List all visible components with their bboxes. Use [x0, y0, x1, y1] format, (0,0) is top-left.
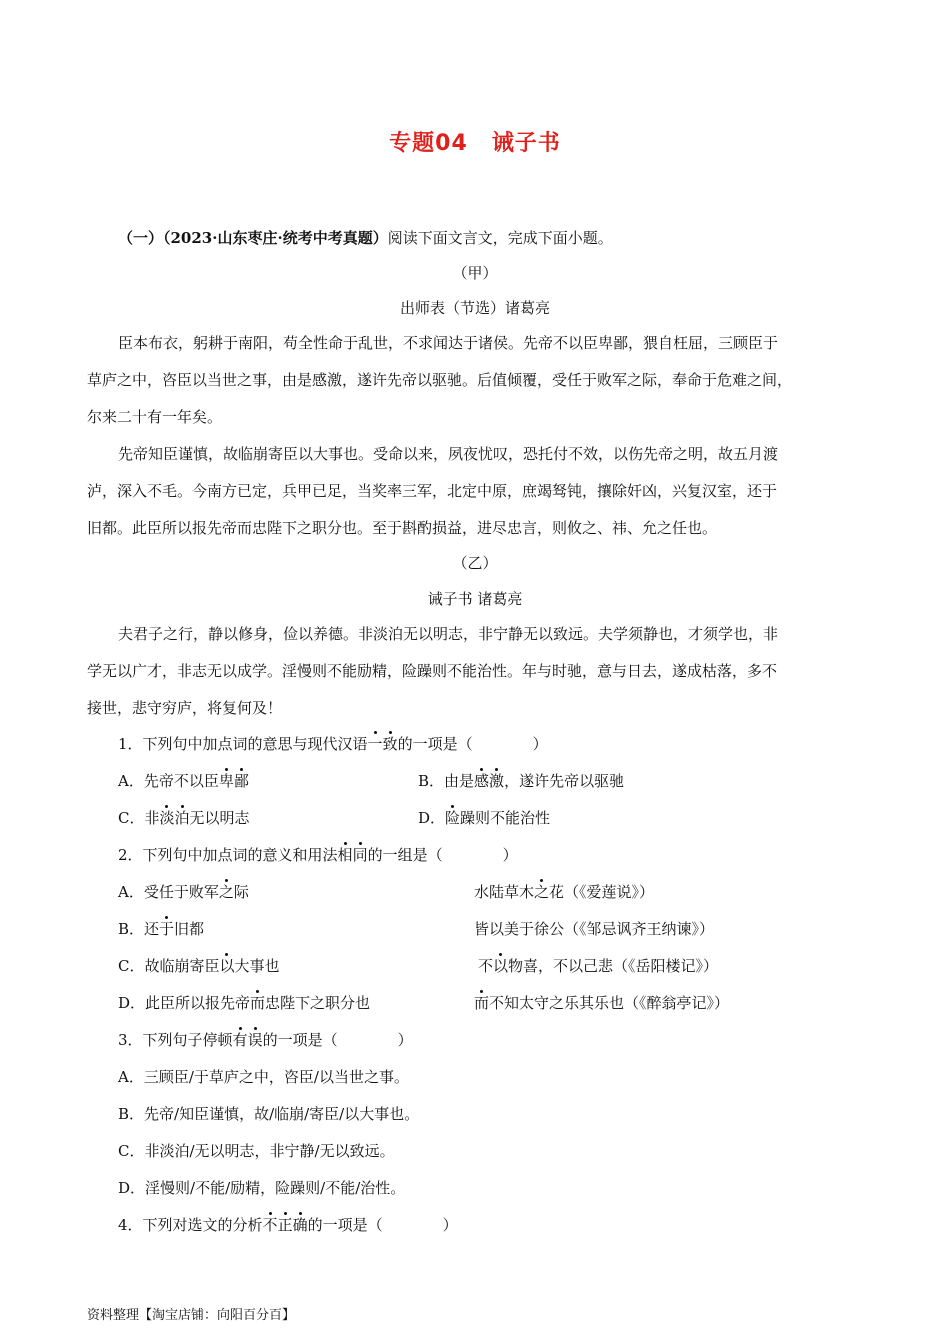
section-label: （一）（2023·山东枣庄·统考中考真题）	[118, 229, 388, 247]
passage-jia-tag: （甲）	[452, 264, 498, 282]
page-footer: 资料整理【淘宝店铺：向阳百分百】	[87, 1308, 296, 1323]
question-4-stem: 4．下列对选文的分析不正确的一项是（ ）	[118, 1216, 458, 1234]
question-2-option-c-pair: 不以物喜，不以己悲（《岳阳楼记》）	[478, 957, 719, 975]
question-2-option-a-pair: 水陆草木之花（《爱莲说》）	[474, 883, 655, 901]
question-2-option-a[interactable]: A．受任于败军之际	[118, 883, 249, 901]
passage-jia-line: 先帝知臣谨慎，故临崩寄臣以大事也。受命以来，夙夜忧叹，恐托付不效，以伤先帝之明，故五月渡	[118, 445, 779, 463]
question-3-stem: 3．下列句子停顿有误的一项是（ ）	[118, 1031, 413, 1049]
passage-jia-line: 草庐之中，咨臣以当世之事，由是感激，遂许先帝以驱驰。后值倾覆，受任于败军之际，奉命于危难之间，	[87, 371, 793, 389]
passage-jia-line: 臣本布衣，躬耕于南阳，苟全性命于乱世，不求闻达于诸侯。先帝不以臣卑鄙，猥自枉屈，三顾臣于	[118, 334, 779, 352]
question-3-option-c[interactable]: C．非淡泊/无以明志，非宁静/无以致远。	[118, 1142, 395, 1160]
passage-jia-heading: 出师表（节选）诸葛亮	[399, 299, 550, 317]
question-1-option-d[interactable]: D．险躁则不能治性	[418, 809, 551, 827]
page-title	[0, 126, 950, 157]
title-sub: 诫子书	[491, 131, 561, 156]
question-2-stem: 2．下列句中加点词的意义和用法相同的一组是（ ）	[118, 846, 518, 864]
passage-jia-line: 旧都。此臣所以报先帝而忠陛下之职分也。至于斟酌损益，进尽忠言，则攸之、祎、允之任也。	[87, 519, 718, 537]
question-1-stem: 1．下列句中加点词的意思与现代汉语一致的一项是（ ）	[118, 735, 548, 753]
question-1-option-c[interactable]: C．非淡泊无以明志	[118, 809, 250, 827]
passage-yi-line: 夫君子之行，静以修身，俭以养德。非淡泊无以明志，非宁静无以致远。夫学须静也，才须学也，非	[118, 625, 779, 643]
passage-yi-heading: 诫子书 诸葛亮	[427, 590, 523, 608]
question-2-option-b[interactable]: B．还于旧都	[118, 920, 205, 938]
passage-jia-line: 尔来二十有一年矣。	[87, 408, 223, 426]
question-3-option-d[interactable]: D．淫慢则/不能/励精，险躁则/不能/治性。	[118, 1179, 406, 1197]
question-2-option-c[interactable]: C．故临崩寄臣以大事也	[118, 957, 280, 975]
passage-jia-line: 泸，深入不毛。今南方已定，兵甲已足，当奖率三军，北定中原，庶竭驽钝，攘除奸凶，兴复汉室，还于	[87, 482, 778, 500]
title-main: 专题04	[389, 131, 468, 156]
section-instruction: 阅读下面文言文，完成下面小题。	[387, 229, 613, 247]
question-2-option-d-pair: 而不知太守之乐其乐也（《醉翁亭记》）	[474, 994, 730, 1012]
question-2-option-b-pair: 皆以美于徐公（《邹忌讽齐王纳谏》）	[474, 920, 715, 938]
passage-yi-line: 学无以广才，非志无以成学。淫慢则不能励精，险躁则不能治性。年与时驰，意与日去，遂成枯落，多不	[87, 662, 778, 680]
question-1-option-b[interactable]: B．由是感激，遂许先帝以驱驰	[418, 772, 625, 790]
question-2-option-d[interactable]: D．此臣所以报先帝而忠陛下之职分也	[118, 994, 371, 1012]
passage-yi-tag: （乙）	[452, 554, 498, 572]
question-3-option-b[interactable]: B．先帝/知臣谨慎，故/临崩/寄臣/以大事也。	[118, 1105, 420, 1123]
question-3-option-a[interactable]: A．三顾臣/于草庐之中，咨臣/以当世之事。	[118, 1068, 409, 1086]
passage-yi-line: 接世，悲守穷庐，将复何及！	[87, 699, 283, 717]
section-header	[118, 228, 898, 248]
question-1-option-a[interactable]: A．先帝不以臣卑鄙	[118, 772, 249, 790]
